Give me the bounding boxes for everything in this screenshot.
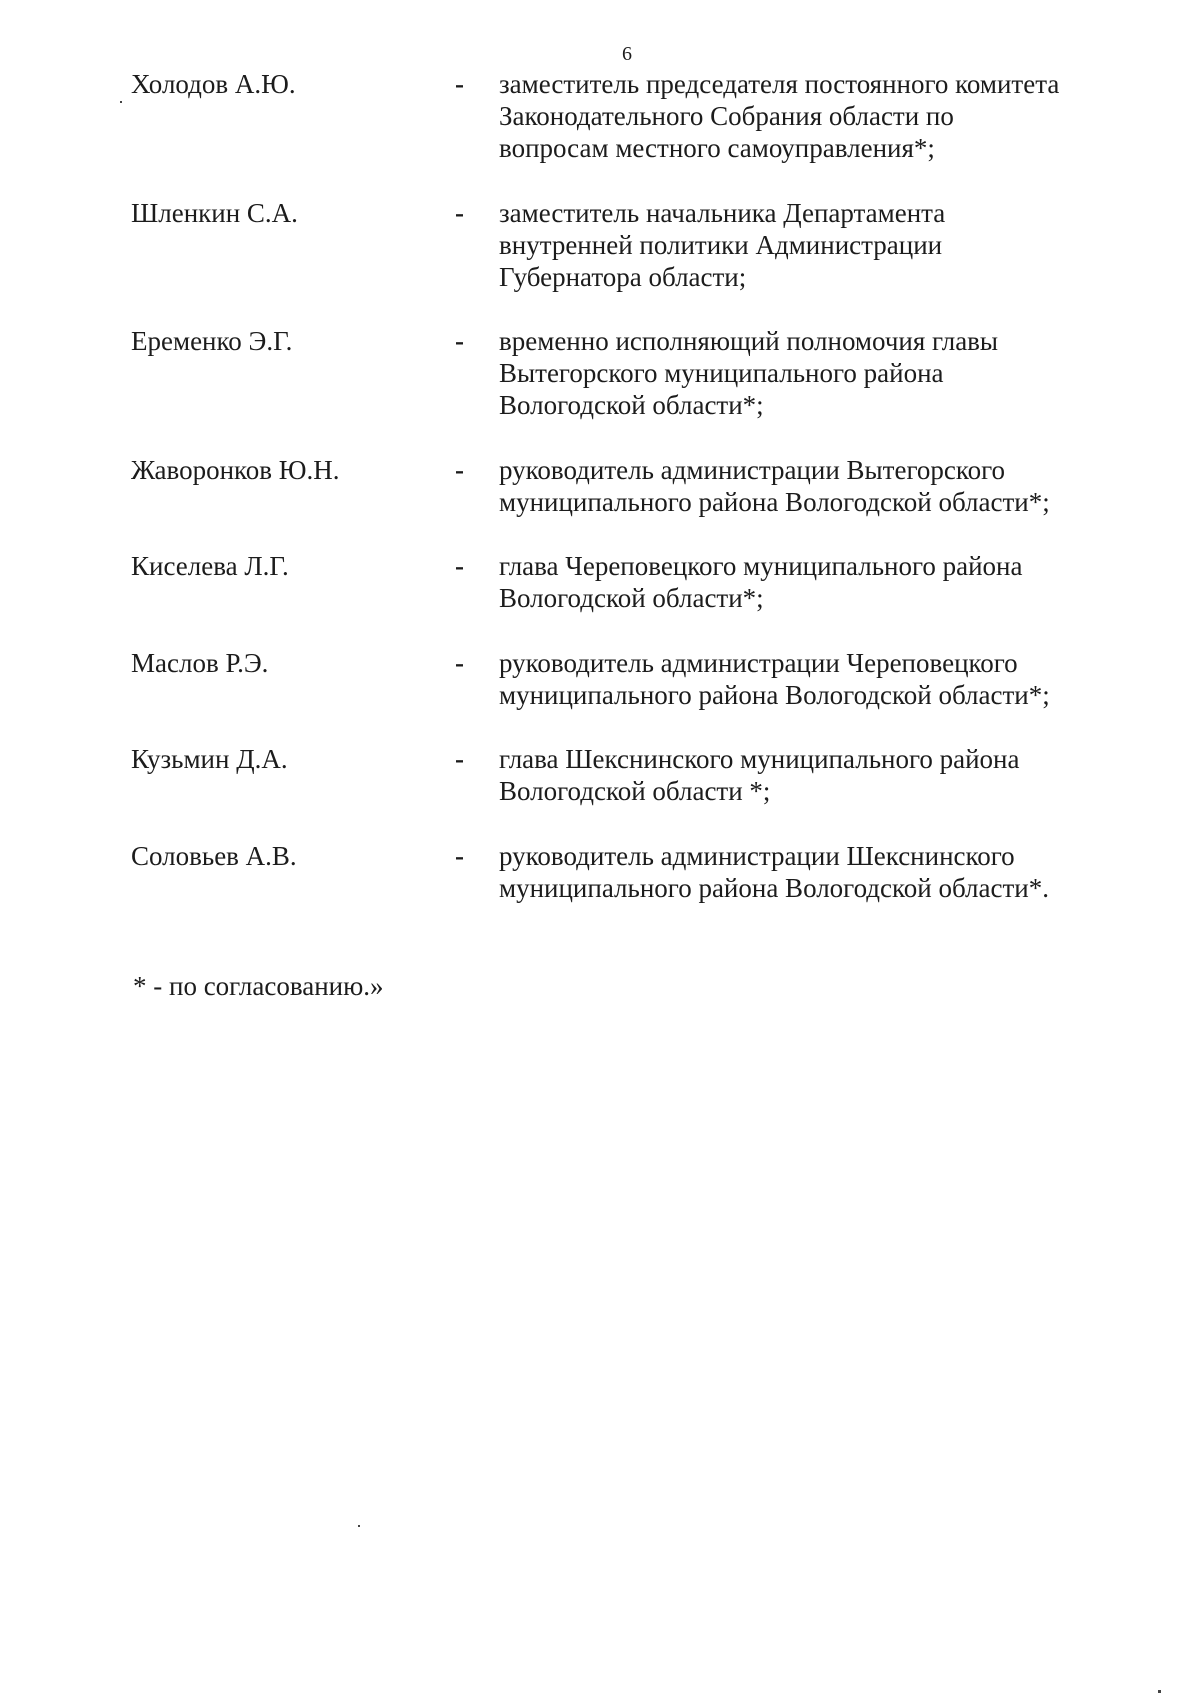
member-position xyxy=(499,325,1099,421)
entry-dash: - xyxy=(455,69,464,99)
position-line: внутренней политики Администрации xyxy=(499,230,943,260)
member-name: Киселева Л.Г. xyxy=(131,551,289,581)
scan-speck xyxy=(358,1525,360,1527)
entry-dash: - xyxy=(455,198,464,228)
member-name: Маслов Р.Э. xyxy=(131,648,269,678)
scan-speck xyxy=(120,101,122,103)
member-position xyxy=(499,840,1099,904)
position-line: Губернатора области; xyxy=(499,262,747,292)
member-name: Жаворонков Ю.Н. xyxy=(131,455,340,485)
member-name: Еременко Э.Г. xyxy=(131,326,293,356)
member-position xyxy=(499,743,1099,807)
position-line: Вологодской области*; xyxy=(499,390,764,420)
position-line: муниципального района Вологодской области*; xyxy=(499,487,1050,517)
position-line: глава Череповецкого муниципального района xyxy=(499,551,1023,581)
footnote: * - по согласованию.» xyxy=(133,971,384,1001)
position-line: Вологодской области *; xyxy=(499,776,771,806)
position-line: Вологодской области*; xyxy=(499,583,764,613)
position-line: глава Шекснинского муниципального района xyxy=(499,744,1020,774)
member-name: Кузьмин Д.А. xyxy=(131,744,288,774)
position-line: Законодательного Собрания области по xyxy=(499,101,954,131)
entry-dash: - xyxy=(455,551,464,581)
page-number: 6 xyxy=(622,43,632,65)
member-position xyxy=(499,550,1099,614)
position-line: заместитель начальника Департамента xyxy=(499,198,946,228)
position-line: руководитель администрации Вытегорского xyxy=(499,455,1005,485)
position-line: заместитель председателя постоянного комитета xyxy=(499,69,1060,99)
entry-dash: - xyxy=(455,455,464,485)
position-line: временно исполняющий полномочия главы xyxy=(499,326,999,356)
position-line: руководитель администрации Шекснинского xyxy=(499,841,1015,871)
member-position xyxy=(499,647,1099,711)
member-position xyxy=(499,454,1099,518)
position-line: Вытегорского муниципального района xyxy=(499,358,944,388)
member-name: Холодов А.Ю. xyxy=(131,69,296,99)
position-line: руководитель администрации Череповецкого xyxy=(499,648,1018,678)
scan-speck xyxy=(1158,1690,1161,1693)
member-name: Шленкин С.А. xyxy=(131,198,298,228)
entry-dash: - xyxy=(455,326,464,356)
entry-dash: - xyxy=(455,841,464,871)
position-line: муниципального района Вологодской области*; xyxy=(499,680,1050,710)
entry-dash: - xyxy=(455,744,464,774)
member-name: Соловьев А.В. xyxy=(131,841,297,871)
entry-dash: - xyxy=(455,648,464,678)
position-line: муниципального района Вологодской области*. xyxy=(499,873,1049,903)
position-line: вопросам местного самоуправления*; xyxy=(499,133,935,163)
member-position xyxy=(499,68,1099,164)
member-position xyxy=(499,197,1099,293)
